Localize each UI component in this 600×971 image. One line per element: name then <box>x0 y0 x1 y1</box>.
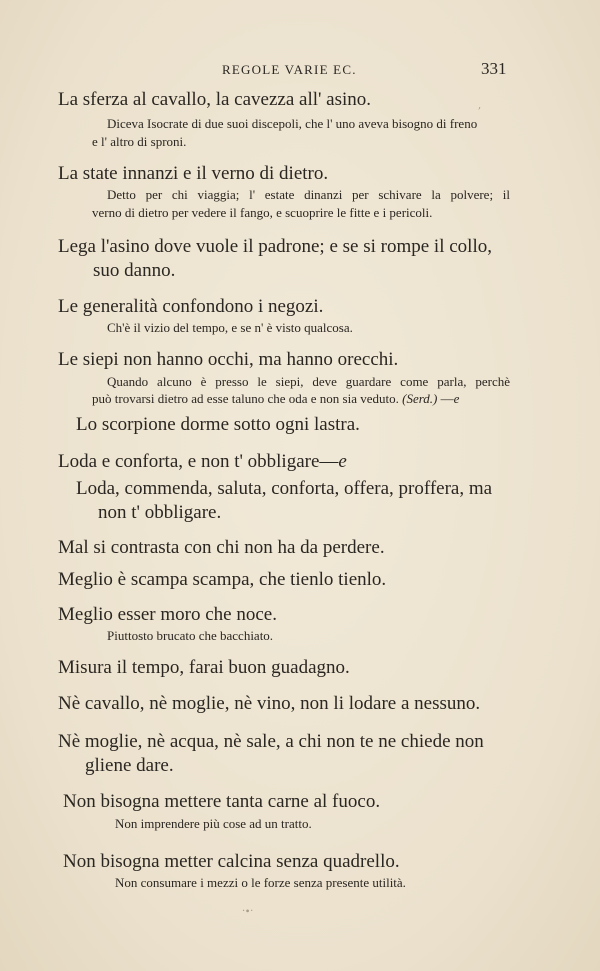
proverb-dash: — <box>319 451 339 472</box>
proverb-text: Meglio esser moro che noce. <box>58 604 277 625</box>
running-head <box>0 59 600 82</box>
proverb-text-continued: gliene dare. <box>85 755 174 776</box>
gloss-line: Non imprendere più cose ad un tratto. <box>115 816 312 831</box>
proverb-text-continued: suo danno. <box>93 260 176 281</box>
gloss-line <box>92 389 459 408</box>
proverb-text: Nè cavallo, nè moglie, nè vino, non li lodare a nessuno. <box>58 693 481 714</box>
gloss-line: Ch'è il vizio del tempo, e se n' è visto qualcosa. <box>107 320 353 335</box>
gloss-line: Non consumare i mezzi o le forze senza presente utilità. <box>115 875 406 890</box>
gloss-line: Detto per chi viaggia; l' estate dinanzi per schivare la polvere; il <box>107 187 510 202</box>
proverb-text: Mal si contrasta con chi non ha da perdere. <box>58 537 385 558</box>
gloss-line: Quando alcuno è presso le siepi, deve guardare come parla, perchè <box>107 374 510 389</box>
proverb-text: La sferza al cavallo, la cavezza all' asino. <box>58 89 372 110</box>
proverb-text: Misura il tempo, farai buon guadagno. <box>58 657 350 678</box>
stray-ink-mark: , <box>478 100 482 111</box>
gloss-source: (Serd.) <box>402 391 438 406</box>
proverb-text: La state innanzi e il verno di dietro. <box>58 163 329 184</box>
running-title: REGOLE VARIE EC. <box>222 62 357 77</box>
gloss-line: Piuttosto brucato che bacchiato. <box>107 628 274 643</box>
proverb-main: Loda e conforta, e non t' obbligare <box>58 451 320 472</box>
gloss-line: verno di dietro per vedere il fango, e scuoprire le fitte e i pericoli. <box>92 205 433 220</box>
proverb-variant: Lo scorpione dorme sotto ogni lastra. <box>76 414 360 435</box>
proverb-text: Lega l'asino dove vuole il padrone; e se si rompe il collo, <box>58 236 492 257</box>
gloss-conjunction: e <box>453 391 460 406</box>
proverb-text: Nè moglie, nè acqua, nè sale, a chi non te ne chiede non <box>58 731 484 752</box>
proverb-text: Non bisogna mettere tanta carne al fuoco. <box>63 791 381 812</box>
proverb-text <box>58 450 347 474</box>
proverb-text: Le generalità confondono i negozi. <box>58 296 324 317</box>
gloss-line: Diceva Isocrate di due suoi discepoli, che l' uno aveva bisogno di freno <box>107 116 478 131</box>
gloss-line: e l' altro di sproni. <box>92 134 187 149</box>
gloss-text: può trovarsi dietro ad esse taluno che oda e non sia veduto. <box>92 391 399 406</box>
proverb-text: Non bisogna metter calcina senza quadrello. <box>63 851 400 872</box>
proverb-text: Le siepi non hanno occhi, ma hanno orecchi. <box>58 349 399 370</box>
proverb-variant-continued: non t' obbligare. <box>98 502 222 523</box>
proverb-variant: Loda, commenda, saluta, conforta, offera, proffera, ma <box>76 478 493 499</box>
stray-ink-mark: ·∙· <box>242 906 254 917</box>
page-number: 331 <box>481 59 507 78</box>
proverb-text: Meglio è scampa scampa, che tienlo tienlo. <box>58 569 387 590</box>
gloss-dash: — <box>440 391 454 406</box>
proverb-conjunction: e <box>338 451 347 472</box>
